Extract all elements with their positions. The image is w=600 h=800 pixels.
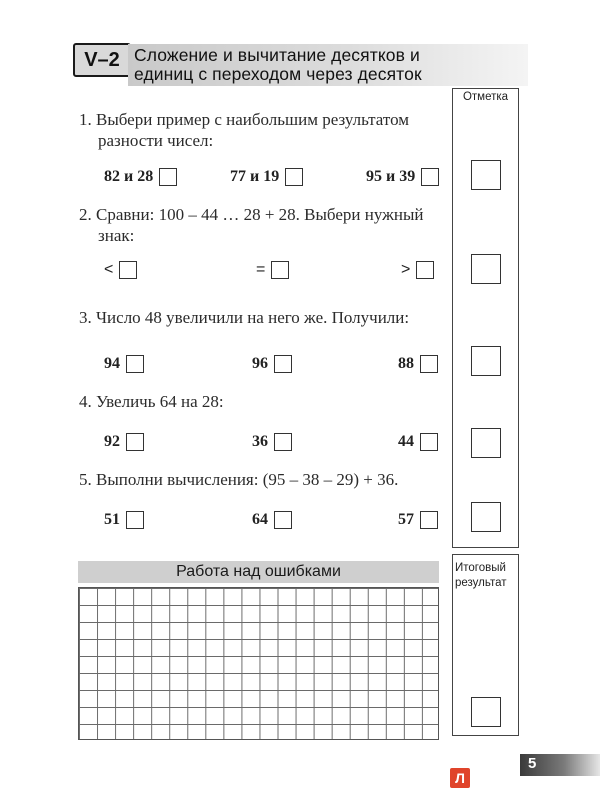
result-label-line-1: Итоговый xyxy=(455,562,506,574)
option-label: 36 xyxy=(252,433,268,450)
publisher-logo: Л xyxy=(450,768,470,788)
result-label xyxy=(455,561,519,591)
task-3-option-b[interactable] xyxy=(252,355,292,373)
option-label: = xyxy=(256,261,266,278)
task-3-line-1: 3. Число 48 увеличили на него же. Получили: xyxy=(79,308,410,327)
task-5-option-c[interactable] xyxy=(398,511,438,529)
task-3-option-c[interactable] xyxy=(398,355,438,373)
option-label: < xyxy=(104,261,114,278)
option-label: 88 xyxy=(398,355,414,372)
page-title xyxy=(134,46,422,84)
answer-checkbox[interactable] xyxy=(274,511,292,529)
page-number: 5 xyxy=(528,755,537,772)
task-1-text xyxy=(79,109,409,151)
variant-badge: V–2 xyxy=(73,43,131,77)
option-label: 57 xyxy=(398,511,414,528)
task-2-line-1: 2. Сравни: 100 – 44 … 28 + 28. Выбери нужный xyxy=(79,205,424,224)
option-label: 92 xyxy=(104,433,120,450)
answer-checkbox[interactable] xyxy=(159,168,177,186)
task-2-option-c[interactable] xyxy=(401,261,434,279)
option-label: 64 xyxy=(252,511,268,528)
answer-checkbox[interactable] xyxy=(126,511,144,529)
option-label: 51 xyxy=(104,511,120,528)
option-label: > xyxy=(401,261,411,278)
task-2-option-a[interactable] xyxy=(104,261,137,279)
answer-checkbox[interactable] xyxy=(285,168,303,186)
mark-box-5[interactable] xyxy=(471,502,501,532)
result-box[interactable] xyxy=(471,697,501,727)
answer-checkbox[interactable] xyxy=(126,433,144,451)
task-3-option-a[interactable] xyxy=(104,355,144,373)
task-1-option-c[interactable] xyxy=(366,168,439,186)
task-2-text xyxy=(79,204,423,246)
answer-checkbox[interactable] xyxy=(420,433,438,451)
answer-checkbox[interactable] xyxy=(119,261,137,279)
task-5-line-1: 5. Выполни вычисления: (95 – 38 – 29) + 36. xyxy=(79,470,399,489)
work-grid[interactable] xyxy=(78,587,439,740)
option-label: 82 и 28 xyxy=(104,168,154,185)
task-4-option-c[interactable] xyxy=(398,433,438,451)
option-label: 94 xyxy=(104,355,120,372)
task-5-option-b[interactable] xyxy=(252,511,292,529)
task-4-option-a[interactable] xyxy=(104,433,144,451)
task-2-line-2: знак: xyxy=(98,226,135,245)
mark-box-2[interactable] xyxy=(471,254,501,284)
task-5-text xyxy=(79,469,398,490)
mark-box-4[interactable] xyxy=(471,428,501,458)
result-label-line-2: результат xyxy=(455,577,507,589)
errors-section-title: Работа над ошибками xyxy=(78,561,439,583)
task-1-option-a[interactable] xyxy=(104,168,177,186)
task-1-line-2: разности чисел: xyxy=(98,131,214,150)
mark-box-3[interactable] xyxy=(471,346,501,376)
answer-checkbox[interactable] xyxy=(274,355,292,373)
task-4-line-1: 4. Увеличь 64 на 28: xyxy=(79,392,224,411)
title-line-2: единиц с переходом через десяток xyxy=(134,64,422,84)
mark-box-1[interactable] xyxy=(471,160,501,190)
task-5-option-a[interactable] xyxy=(104,511,144,529)
option-label: 96 xyxy=(252,355,268,372)
task-3-text xyxy=(79,307,409,328)
task-1-line-1: 1. Выбери пример с наибольшим результатом xyxy=(79,110,410,129)
task-1-option-b[interactable] xyxy=(230,168,303,186)
answer-checkbox[interactable] xyxy=(271,261,289,279)
task-4-text xyxy=(79,391,224,412)
answer-checkbox[interactable] xyxy=(274,433,292,451)
title-line-1: Сложение и вычитание десятков и xyxy=(134,45,420,65)
task-2-option-b[interactable] xyxy=(256,261,289,279)
answer-checkbox[interactable] xyxy=(420,355,438,373)
task-4-option-b[interactable] xyxy=(252,433,292,451)
option-label: 44 xyxy=(398,433,414,450)
answer-checkbox[interactable] xyxy=(421,168,439,186)
answer-checkbox[interactable] xyxy=(420,511,438,529)
mark-column-label: Отметка xyxy=(462,91,509,103)
answer-checkbox[interactable] xyxy=(416,261,434,279)
option-label: 77 и 19 xyxy=(230,168,280,185)
mark-column xyxy=(452,88,519,548)
answer-checkbox[interactable] xyxy=(126,355,144,373)
option-label: 95 и 39 xyxy=(366,168,416,185)
